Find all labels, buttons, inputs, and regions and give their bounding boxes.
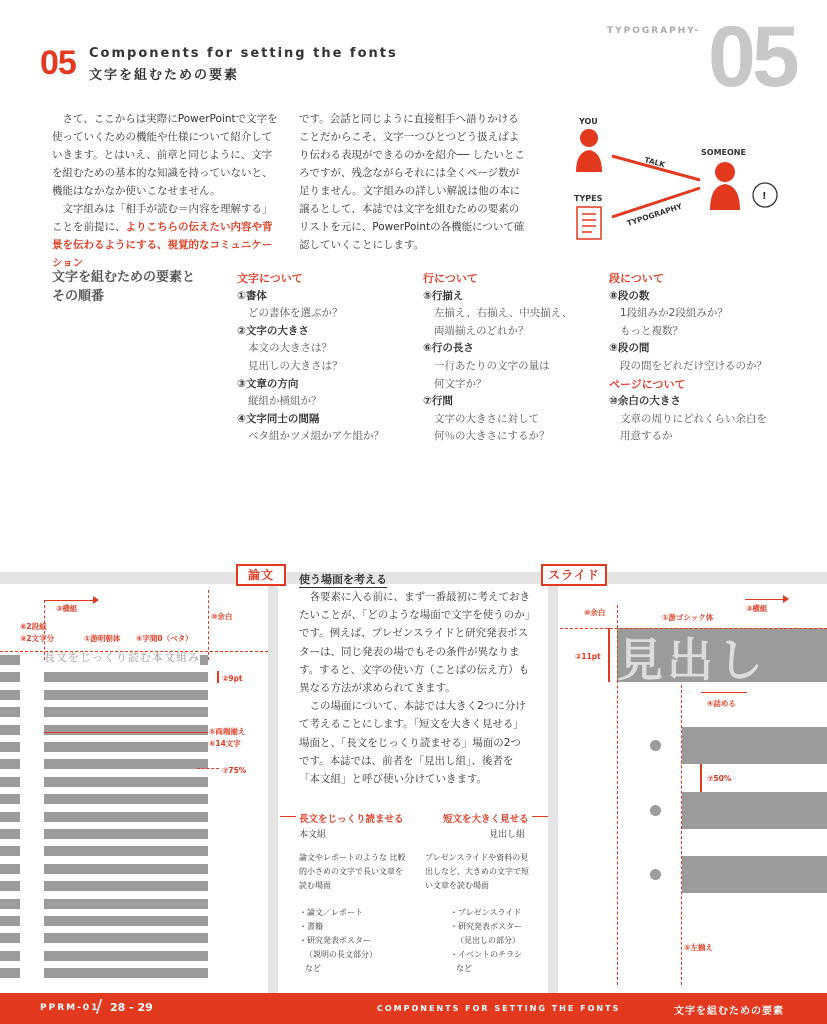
list-item: ・イベントのチラシ [450, 950, 522, 959]
item-columns: ⑧段の数 [609, 289, 650, 302]
label-types: TYPES [574, 194, 603, 203]
elements-heading-line1: 文字を組むための要素と [52, 270, 196, 285]
dash-mark [532, 816, 548, 817]
chapter-title-ja: 文字を組むための要素 [89, 68, 240, 83]
text-line-bar [44, 846, 208, 856]
footer-en: COMPONENTS FOR SETTING THE FONTS [377, 1004, 621, 1013]
ann-yoko-r: ③横組 [746, 604, 768, 613]
arrow-yoko-r [745, 599, 785, 600]
intro-p2 [52, 200, 280, 272]
ann-left: ⑤左揃え [684, 943, 713, 952]
guide-line [560, 628, 827, 629]
bubble-mark: ! [762, 191, 767, 202]
item-sub: 両端揃えのどれか？ [434, 324, 529, 337]
list-item: ・研究発表ポスター [299, 936, 371, 945]
page-edge-left [268, 584, 278, 993]
list-item: ・書籍 [299, 922, 323, 931]
text-line-bar [0, 899, 20, 909]
text-line-bar [0, 881, 20, 891]
body-bar [682, 727, 827, 764]
arrow-head-icon [93, 596, 99, 604]
text-line-bar [0, 864, 20, 874]
section-number: 05 [708, 9, 796, 105]
guide-line [197, 768, 219, 769]
tag-slide: スライド [541, 564, 607, 586]
list-item: （説明の長文部分） [305, 950, 377, 959]
list-item: ・プレゼンスライド [450, 908, 522, 917]
guide-line [617, 605, 618, 985]
text-line-bar [0, 742, 20, 752]
item-sub: ベタ組かツメ組かアケ組か？ [248, 430, 384, 443]
col-head-page: ページについて [609, 377, 686, 391]
text-line-bar [44, 881, 208, 891]
tracking-marker [701, 692, 747, 693]
ann-kan: ④字間0（ベタ） [136, 634, 193, 643]
item-sub: 1段組みか2段組みか？ [620, 307, 728, 320]
text-line-bar [0, 725, 20, 735]
footer-slash: / [96, 996, 103, 1017]
ann-9pt: ②9pt [222, 674, 243, 683]
elements-heading [52, 268, 195, 306]
col-head-line: 行について [423, 272, 478, 285]
text-line-bar [44, 899, 208, 909]
item-sub: もっと複数？ [620, 324, 683, 337]
label-you: YOU [579, 117, 598, 126]
someone-person-icon [710, 162, 740, 210]
list-item: など [305, 964, 321, 973]
scene-left-heading: 長文をじっくり読ませる [299, 814, 404, 825]
ann-11pt: ②11pt [575, 652, 601, 661]
footer-bar [0, 993, 827, 1024]
intro-p1: さて、ここからは実際にPowerPointで文字を使っていくための機能や仕様について紹介していきます。とはいえ、前章と同じように、文字を組むための基本的な知識を持っていないと、機能はなかなか使いこなせません。 [52, 113, 278, 197]
chapter-number: 05 [40, 44, 76, 82]
footer-pages: 28 - 29 [110, 1001, 153, 1014]
item-sub: 左揃え、右揃え、中央揃え、 [434, 307, 573, 320]
bullet-dot [650, 869, 661, 880]
bullet-dot [650, 805, 661, 816]
item-direction: ③文章の方向 [237, 377, 299, 390]
text-line-bar [44, 916, 208, 926]
elements-heading-line2: その順番 [52, 289, 105, 304]
text-line-bar [44, 968, 208, 978]
item-sub: どの書体を選ぶか？ [248, 307, 343, 320]
chapter-title-en: Components for setting the fonts [89, 46, 398, 61]
scene-right-sub: 見出し組 [489, 830, 526, 840]
label-talk: TALK [643, 155, 667, 170]
text-line-bar [0, 759, 20, 769]
scene-right-heading: 短文を大きく見せる [443, 814, 529, 825]
elements-col-line [423, 270, 608, 446]
text-line-bar [0, 933, 20, 943]
item-length: ⑥行の長さ [423, 342, 474, 355]
ann-2dan: ⑧2段組 [20, 622, 47, 631]
leading-marker [700, 764, 702, 792]
text-line-bar [44, 864, 208, 874]
line-length-marker [44, 732, 208, 733]
scene-left-sub: 本文組 [299, 830, 327, 840]
list-item: ・論文／レポート [299, 908, 363, 917]
divider-band [0, 572, 827, 584]
middle-heading: 使う場面を考える [299, 573, 387, 586]
headline-text: 見出し [617, 633, 767, 687]
ann-yohaku: ⑩余白 [211, 612, 233, 621]
text-line-bar [44, 794, 208, 804]
item-gutter: ⑨段の間 [609, 342, 650, 355]
item-sub: 縦組か横組か？ [248, 395, 322, 408]
intro-p2a: 文字組みは「相手が読む＝内容を理解する」ことを前提に、 [52, 203, 273, 233]
item-sub: 見出しの大きさは？ [248, 359, 343, 372]
scene-right-desc: プレゼンスライドや資料の見出しなど、大きめの文字で短い文章を読む場面 [425, 853, 529, 890]
col-head-char: 文字について [237, 272, 303, 285]
item-sub: 段の間をどれだけ空けるのか？ [620, 359, 767, 372]
item-margin: ⑩余白の大きさ [609, 395, 681, 408]
text-line-bar [44, 933, 208, 943]
text-line-bar [0, 951, 20, 961]
text-line-bar [0, 916, 20, 926]
elements-col-char [237, 270, 417, 446]
ann-font-r: ①游ゴシック体 [662, 613, 714, 622]
text-line-bar [44, 707, 208, 717]
list-item: （見出しの部分） [456, 936, 520, 945]
item-sub: 用意するか [620, 430, 673, 443]
middle-p1: 各要素に入る前に、まず一番最初に考えておきたいことが、「どのような場面で文字を使うのか」です。例えば、プレゼンスライドと研究発表ポスターは、同じ発表の場でもその条件が異なります。すると、文字の使い方（ことばの伝え方）も異なる方法が求められてきます。 [299, 591, 530, 695]
label-typography: TYPOGRAPHY [625, 201, 684, 228]
middle-body [299, 588, 531, 788]
footer-ja: 文字を組むための要素 [674, 1006, 784, 1017]
text-line-bar [44, 829, 208, 839]
ann-14: ⑥14文字 [209, 739, 241, 748]
text-line-bar [44, 812, 208, 822]
text-line-bar [0, 812, 20, 822]
item-sub: 何文字か？ [434, 377, 487, 390]
size-marker [608, 628, 610, 682]
item-leading: ⑦行間 [423, 395, 453, 408]
scene-left-desc: 論文やレポートのような 比較的小さめの文字で長い文章を読む場面 [299, 853, 406, 890]
bullet-dot [650, 740, 661, 751]
col-head-column: 段について [609, 272, 664, 285]
item-spacing: ④文字同士の間隔 [237, 412, 320, 425]
page-edge-right [548, 584, 558, 993]
ann-ryotan: ⑤両端揃え [209, 727, 246, 736]
ann-2moji: ⑨2文字分 [20, 634, 55, 643]
item-align: ⑤行揃え [423, 289, 464, 302]
text-line-bar [44, 672, 208, 682]
ann-75: ⑦75% [222, 766, 247, 775]
list-item: など [456, 964, 472, 973]
ann-yoko: ③横組 [56, 604, 78, 613]
arrow-head-icon [783, 595, 789, 603]
text-line-bar [0, 794, 20, 804]
tag-ronbun: 論文 [236, 564, 286, 586]
text-line-bar [44, 725, 208, 735]
ann-yohaku-r: ⑩余白 [584, 608, 606, 617]
text-line-bar [0, 707, 20, 717]
intro-col2: です。会話と同じように直接相手へ語りかけることだからこそ、文字一つひとつどう扱えばより伝わる表現ができるのかを紹介── したいところですが、残念ながらそれには全くページ数が足りません。文字組みの詳しい解説は他の本に譲るとして、本誌では文字を組むための要素のリストを元に、PowerPointの各機能について確認していくことにします。 [299, 113, 525, 251]
text-line-bar [0, 846, 20, 856]
ann-font: ①游明朝体 [84, 634, 121, 643]
communication-diagram [560, 110, 790, 250]
text-line-bar [0, 968, 20, 978]
text-line-bar [44, 777, 208, 787]
dash-mark [280, 816, 296, 817]
item-typeface: ①書体 [237, 289, 267, 302]
text-line-bar [44, 951, 208, 961]
text-line-bar [0, 777, 20, 787]
body-bar [682, 856, 827, 893]
elements-col-column [609, 270, 819, 446]
you-person-icon [576, 129, 602, 172]
item-sub: 一行あたりの文字の量は [434, 359, 550, 372]
scene-left-list [299, 906, 409, 976]
text-line-bar [0, 672, 20, 682]
item-sub: 文字の大きさに対して [434, 412, 539, 425]
guide-line [0, 651, 268, 652]
ann-tsume: ④詰める [707, 699, 736, 708]
ann-50: ⑦50% [707, 774, 732, 783]
item-size: ②文字の大きさ [237, 324, 309, 337]
text-line-bar [44, 690, 208, 700]
arrow-yoko [44, 600, 98, 601]
item-sub: 本文の大きさは？ [248, 342, 332, 355]
guide-line [208, 590, 209, 660]
document-icon [577, 207, 601, 239]
size-marker [217, 671, 219, 683]
scene-right-list [450, 906, 545, 976]
list-item: ・研究発表ポスター [450, 922, 522, 931]
text-line-bar [44, 759, 208, 769]
body-bar [682, 792, 827, 829]
intro-p2b: よりこちらの伝えたい内容や背景を伝わるようにする、視覚的なコミュニケーション [52, 221, 273, 269]
text-line-bar [0, 829, 20, 839]
text-line-bar [0, 690, 20, 700]
sample-body-text: 長文をじっくり読む本文組み [44, 651, 200, 664]
text-line-bar [44, 742, 208, 752]
item-sub: 文章の周りにどれくらい余白を [620, 412, 767, 425]
intro-col1 [52, 110, 280, 272]
section-label: TYPOGRAPHY- [607, 26, 701, 36]
item-sub: 何％の大きさにするか？ [434, 430, 550, 443]
text-line-bar [0, 655, 20, 665]
middle-p2: この場面について、本誌では大きく2つに分けて考えることにします。「短文を大きく見せる」場面と、「長文をじっくり読ませる」場面の2つです。本誌では、前者を「見出し組」、後者を「本文組」と呼び使い分けていきます。 [299, 700, 526, 786]
label-someone: SOMEONE [701, 148, 746, 157]
footer-code: PPRM-01 [40, 1003, 100, 1013]
